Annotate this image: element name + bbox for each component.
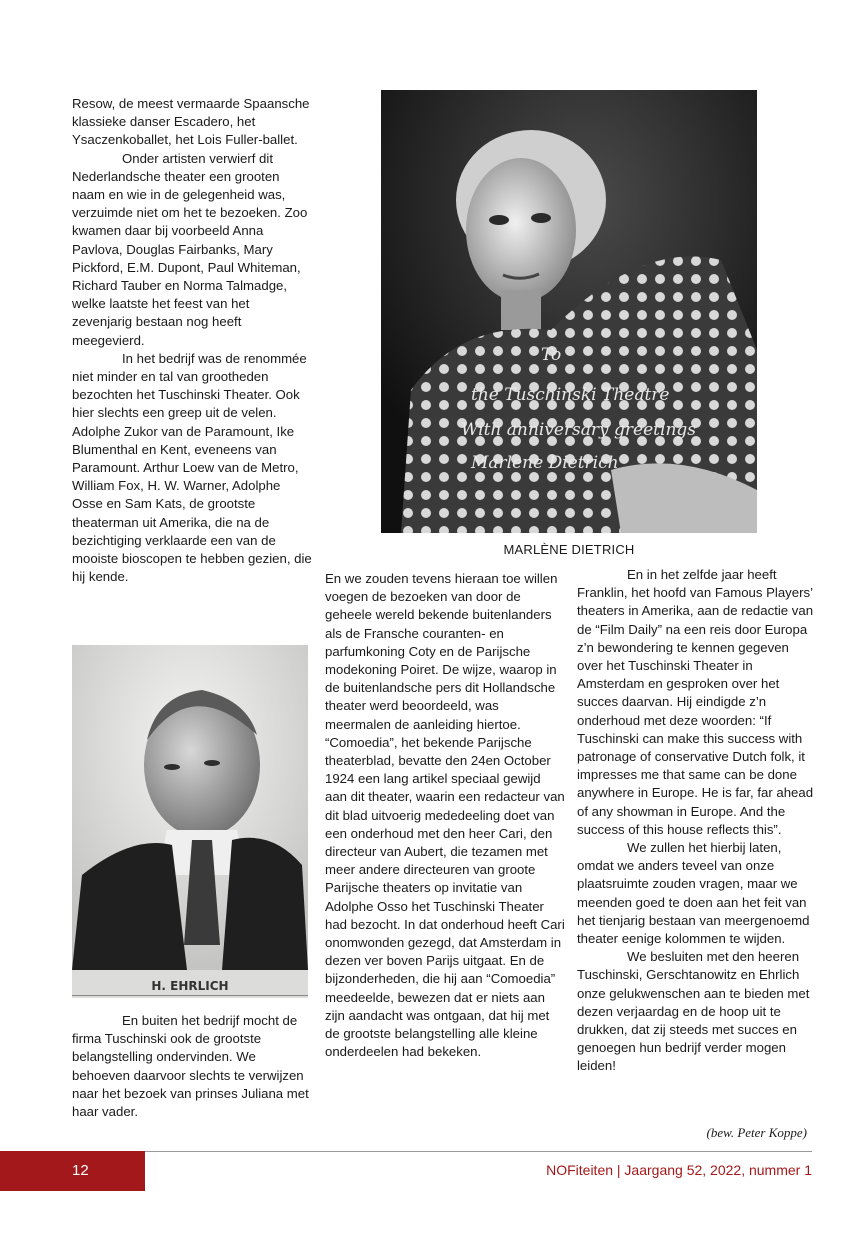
inscription-line: To xyxy=(541,345,562,365)
left-column-bottom xyxy=(72,1012,312,1121)
journal-info: NOFiteiten | Jaargang 52, 2022, nummer 1 xyxy=(546,1162,812,1178)
photo-h-ehrlich xyxy=(72,645,308,998)
author-byline: (bew. Peter Koppe) xyxy=(706,1125,807,1140)
inscription-line: Marlene Dietrich xyxy=(471,453,619,473)
paragraph: We besluiten met den heeren Tuschinski, Gerschtanowitz en Ehrlich onze gelukwenschen aan te bieden met dezen verjaardag en de hoop uit te drukken, dat zij steeds met succes en genoegen hun bedrijf verder mogen leiden! xyxy=(577,949,810,1074)
paragraph: En in het zelfde jaar heeft Franklin, het hoofd van Famous Players’ theaters in Amerika, aan de redactie van de “Film Daily” na een reis door Europa z’n bewondering te kennen gegeven over het Tuschinski Theater in Amsterdam en gesproken over het succes daarvan. Hij eindigde z’n onderhoud met deze woorden: “If Tuschinski can make this success with patronage of conservative Dutch folk, it impresses me that same can be done anywhere in Europe. He is far, far ahead of any showman in Europe. And the success of this house reflects this”. xyxy=(577,567,814,837)
right-column xyxy=(577,566,817,1076)
middle-column xyxy=(325,570,565,1061)
photo-caption: H. EHRLICH xyxy=(151,979,229,993)
photo-marlene-dietrich xyxy=(381,90,757,533)
paragraph: En buiten het bedrijf mocht de firma Tuschinski ook de grootste belangstelling ondervinden. We behoeven daarvoor slechts te verwijzen naar het bezoek van prinses Juliana met haar vader. xyxy=(72,1013,309,1120)
photo-caption: MARLÈNE DIETRICH xyxy=(503,542,635,557)
paragraph: In het bedrijf was de renommée niet minder en tal van grootheden bezochten het Tuschinski Theater. Ook hier slechts een greep uit de velen. Adolphe Zukor van de Paramount, Ike Blumenthal en Kent, eveneens van Paramount. Arthur Loew van de Metro, William Fox, H. W. Warner, Adolphe Osse en Sam Kats, de grootste theaterman uit Amerika, die na de bezichtiging verklaarde een van de mooiste bioscopen te hebben gezien, die hij kende. xyxy=(72,350,312,585)
paragraph: Resow, de meest vermaarde Spaansche klassieke danser Escadero, het Ysaczenkoballet, het Lois Fuller-ballet. xyxy=(72,96,310,148)
page-number: 12 xyxy=(72,1162,89,1179)
paragraph: En we zouden tevens hieraan toe willen voegen de bezoeken van door de geheele wereld bekende buitenlanders als de Fransche couranten- en parfumkoning Coty en de Parijsche modekoning Poiret. De wijze, waarop in de buitenlandsche pers dit Hollandsche theater werd beoordeeld, was meermalen de aanleiding hiertoe. “Comoedia”, het bekende Parijsche theaterblad, bevatte den 24en October 1924 een lang artikel speciaal gewijd aan dit theater, waarin een redacteur van dit blad uitvoerig mededeeling doet van een onderhoud met den heer Cari, den directeur van Aubert, die tezamen met meer andere directeuren van groote Parijsche theaters op invitatie van Adolphe Osso het Tuschinski Theater had bezocht. In dat onderhoud heeft Cari onomwonden gezegd, dat Amsterdam in dezen ver boven Parijs uitgaat. En de bijzonderheden, die hij aan “Comoedia” meedeelde, bewezen dat er niets aan zijn aandacht was ontgaan, dat hij met de grootste belangstelling alle kleine onderdeelen had bekeken. xyxy=(325,571,565,1060)
caption-divider xyxy=(72,995,308,996)
left-column-top xyxy=(72,95,312,586)
inscription-line: With anniversary greetings xyxy=(461,420,697,440)
inscription-line: the Tuschinski Theatre xyxy=(471,385,670,405)
paragraph: We zullen het hierbij laten, omdat we anders teveel van onze plaatsruimte zouden vragen, maar we meenden goed te doen aan het feit van het tienjarig bestaan van meergenoemd theater eenige kolommen te wijden. xyxy=(577,840,810,947)
paragraph: Onder artisten verwierf dit Nederlandsche theater een grooten naam en wie in de gelegenheid was, verzuimde niet om het te bezoeken. Zoo kwamen daar bij voorbeeld Anna Pavlova, Douglas Fairbanks, Mary Pickford, E.M. Dupont, Paul Whiteman, Richard Tauber en Norma Talmadge, welke laatste het feest van het zevenjarig bestaan nog heeft meegevierd. xyxy=(72,150,308,348)
